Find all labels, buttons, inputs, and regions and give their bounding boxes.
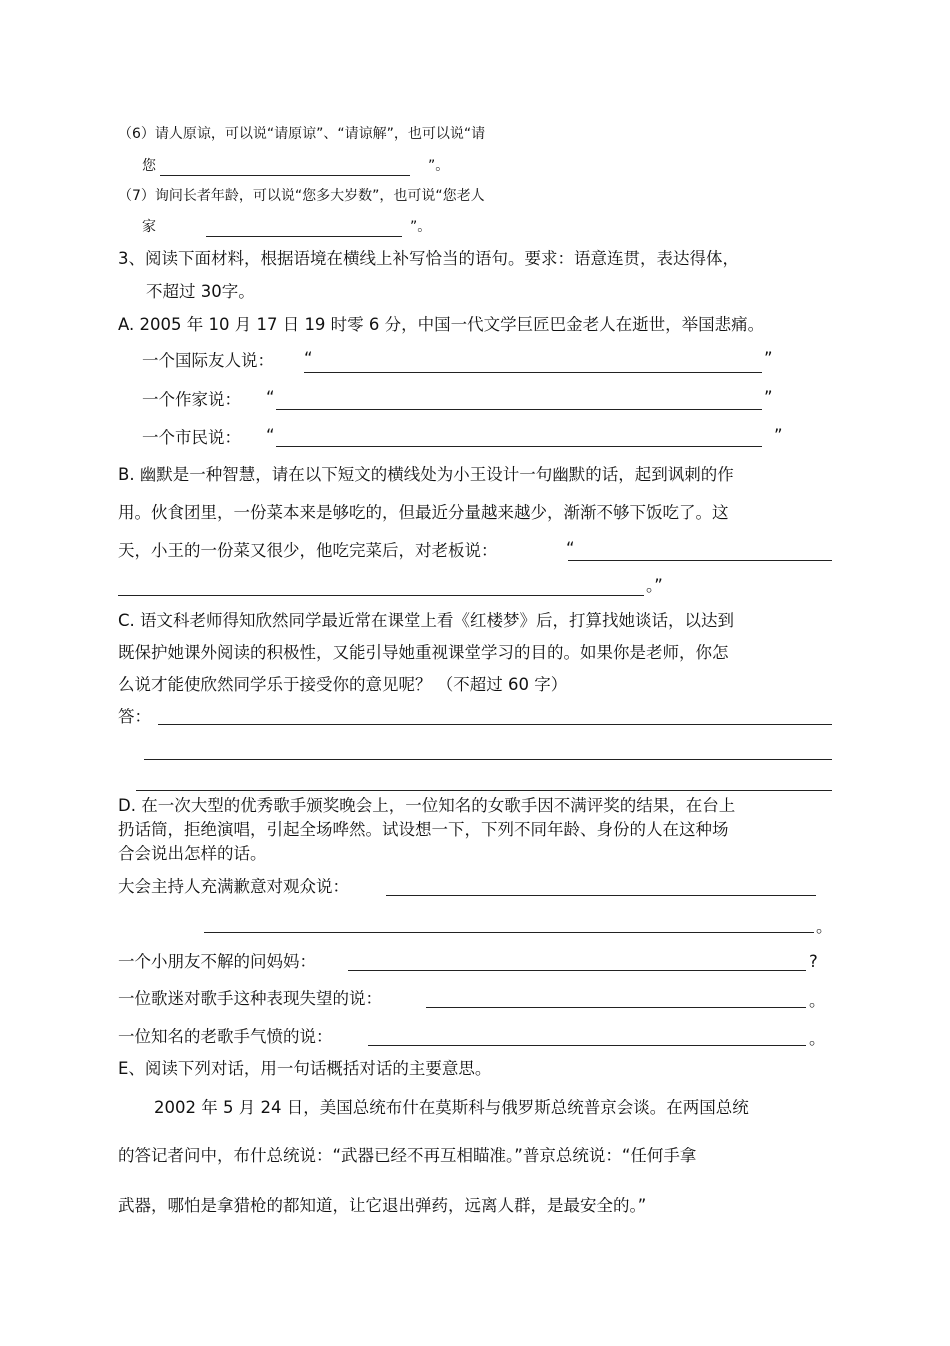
c-line2: 既保护她课外阅读的积极性，又能引导她重视课堂学习的目的。如果你是老师，你怎 [118, 643, 729, 662]
c-answer-label: 答： [118, 707, 151, 726]
d-child-label: 一个小朋友不解的问妈妈： [118, 952, 316, 971]
a-answer-line-2[interactable] [276, 409, 762, 410]
a-open-quote-2: “ [266, 388, 275, 407]
d-line1: D. 在一次大型的优秀歌手颁奖晚会上，一位知名的女歌手因不满评奖的结果，在台上 [118, 796, 736, 815]
e-para-line1: 2002 年 5 月 24 日，美国总统布什在莫斯科与俄罗斯总统普京会谈。在两国总统 [154, 1098, 749, 1117]
b-answer-line-2[interactable] [118, 595, 644, 596]
b-line1: B. 幽默是一种智慧，请在以下短文的横线处为小王设计一句幽默的话，起到讽刺的作 [118, 465, 734, 484]
a-answer-line-1[interactable] [304, 372, 762, 373]
item6-blank-line[interactable] [160, 175, 410, 176]
item7-prefix: 家 [142, 219, 156, 235]
a-speaker-intl-friend: 一个国际友人说： [142, 351, 274, 370]
d-veteran-period: 。 [809, 1029, 826, 1048]
d-veteran-line[interactable] [368, 1045, 806, 1046]
a-close-quote-2: ” [764, 388, 773, 407]
item7-blank-line[interactable] [206, 236, 402, 237]
a-close-quote-3: ” [774, 426, 783, 445]
a-answer-line-3[interactable] [276, 446, 762, 447]
b-open-quote: “ [566, 539, 575, 558]
b-line3: 天，小王的一份菜又很少，他吃完菜后，对老板说： [118, 541, 498, 560]
d-veteran-label: 一位知名的老歌手气愤的说： [118, 1027, 333, 1046]
d-host-label: 大会主持人充满歉意对观众说： [118, 877, 349, 896]
d-child-line[interactable] [348, 970, 806, 971]
d-fan-label: 一位歌迷对歌手这种表现失望的说： [118, 989, 382, 1008]
d-host-period: 。 [816, 917, 833, 936]
a-open-quote-3: “ [266, 426, 275, 445]
a-speaker-writer: 一个作家说： [142, 390, 241, 409]
d-host-line-2[interactable] [204, 932, 814, 933]
q3-heading-line2: 不超过 30字。 [146, 282, 255, 301]
b-ending: 。” [646, 576, 663, 595]
e-heading: E、阅读下列对话，用一句话概括对话的主要意思。 [118, 1059, 492, 1078]
item6-line1: （6）请人原谅，可以说“请原谅”、“请谅解”，也可以说“请 [118, 126, 486, 142]
c-line3: 么说才能使欣然同学乐于接受你的意见呢？ （不超过 60 字） [118, 675, 568, 694]
d-fan-line[interactable] [426, 1007, 806, 1008]
e-para-line2: 的答记者问中，布什总统说：“武器已经不再互相瞄准。”普京总统说：“任何手拿 [118, 1146, 697, 1165]
a-text: A. 2005 年 10 月 17 日 19 时零 6 分，中国一代文学巨匠巴金老人在逝世，举国悲痛。 [118, 315, 765, 334]
c-answer-line-1[interactable] [158, 724, 832, 725]
d-fan-period: 。 [809, 991, 826, 1010]
a-speaker-citizen: 一个市民说： [142, 428, 241, 447]
c-line1: C. 语文科老师得知欣然同学最近常在课堂上看《红楼梦》后，打算找她谈话，以达到 [118, 611, 735, 630]
e-para-line3: 武器，哪怕是拿猎枪的都知道，让它退出弹药，远离人群，是最安全的。” [118, 1196, 647, 1215]
c-answer-line-3[interactable] [136, 790, 832, 791]
c-answer-line-2[interactable] [144, 759, 832, 760]
item7-suffix: ”。 [410, 219, 432, 235]
item7-line1: （7）询问长者年龄，可以说“您多大岁数”，也可说“您老人 [118, 188, 485, 204]
a-close-quote-1: ” [764, 349, 773, 368]
q3-heading-line1: 3、阅读下面材料，根据语境在横线上补写恰当的语句。要求：语意连贯，表达得体， [118, 249, 739, 268]
b-answer-line-1[interactable] [568, 560, 832, 561]
d-line3: 合会说出怎样的话。 [118, 844, 267, 863]
d-host-line-1[interactable] [386, 895, 816, 896]
a-open-quote-1: “ [304, 349, 313, 368]
d-line2: 扔话筒，拒绝演唱，引起全场哗然。试设想一下，下列不同年龄、身份的人在这种场 [118, 820, 729, 839]
item6-prefix: 您 [142, 158, 156, 174]
d-child-question-mark: ? [809, 952, 818, 971]
item6-suffix: ”。 [428, 158, 450, 174]
b-line2: 用。伙食团里，一份菜本来是够吃的，但最近分量越来越少，渐渐不够下饭吃了。这 [118, 503, 729, 522]
